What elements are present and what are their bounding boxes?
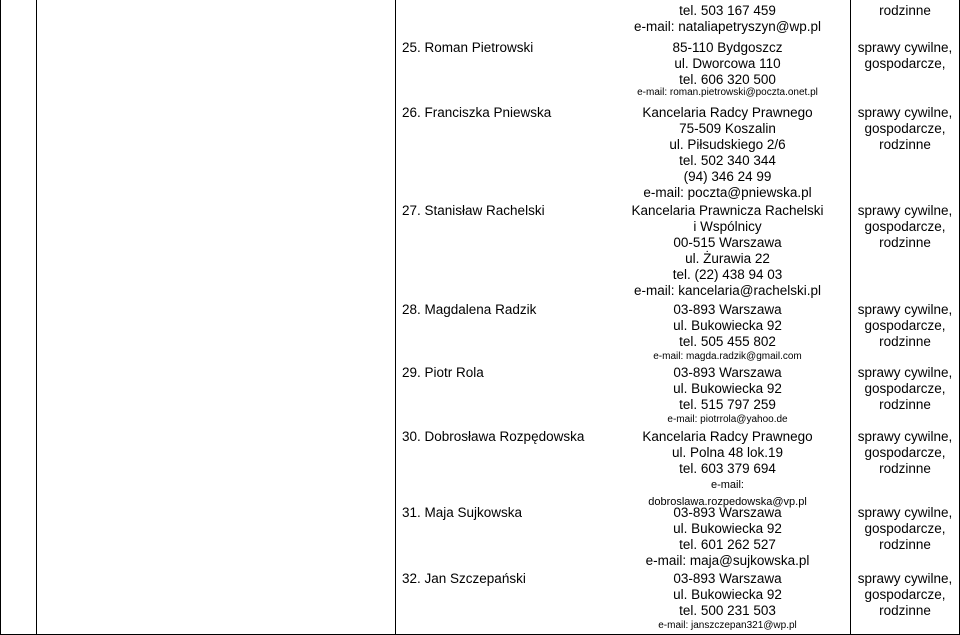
address-line: ul. Piłsudskiego 2/6: [669, 137, 786, 152]
entry-address: [605, 40, 850, 98]
category-text: rodzinne: [879, 603, 931, 618]
entry-categories: [850, 203, 960, 251]
email-link[interactable]: dobroslawa.rozpedowska@vp.pl: [648, 496, 807, 508]
email-link[interactable]: e-mail: roman.pietrowski@poczta.onet.pl: [637, 87, 818, 98]
category-text: gospodarcze,: [864, 445, 946, 460]
phone-text: tel. 503 167 459: [679, 3, 776, 18]
entry-name: 28. Magdalena Radzik: [402, 302, 537, 317]
address-line: 75-509 Koszalin: [679, 121, 776, 136]
email-link[interactable]: e-mail: kancelaria@rachelski.pl: [633, 283, 822, 298]
phone-text: (94) 346 24 99: [683, 169, 772, 184]
entry-address: [605, 571, 850, 631]
entry-categories: [850, 505, 960, 553]
address-line: i Wspólnicy: [693, 219, 762, 234]
email-link[interactable]: e-mail: nataliapetryszyn@wp.pl: [633, 19, 822, 34]
address-line: 85-110 Bydgoszcz: [672, 40, 783, 55]
email-label: e-mail:: [710, 479, 744, 491]
phone-text: tel. 606 320 500: [679, 72, 776, 87]
entry-address: [605, 203, 850, 299]
address-line: 03-893 Warszawa: [673, 505, 782, 520]
entry-categories: [850, 571, 960, 619]
phone-text: tel. (22) 438 94 03: [672, 267, 783, 282]
address-line: Kancelaria Prawnicza Rachelski: [631, 203, 824, 218]
address-line: ul. Bukowiecka 92: [673, 521, 782, 536]
category-text: rodzinne: [879, 334, 931, 349]
category-text: sprawy cywilne,: [857, 365, 953, 380]
category-text: sprawy cywilne,: [857, 302, 953, 317]
entry-address: [605, 429, 850, 509]
address-line: ul. Bukowiecka 92: [673, 318, 782, 333]
category-text: gospodarcze,: [864, 587, 946, 602]
category-text: gospodarcze,: [864, 121, 946, 136]
entry-name: 31. Maja Sujkowska: [402, 505, 523, 520]
entry-name: 25. Roman Pietrowski: [402, 40, 534, 55]
phone-text: tel. 500 231 503: [679, 603, 776, 618]
category-text: sprawy cywilne,: [857, 203, 953, 218]
phone-text: tel. 505 455 802: [679, 334, 776, 349]
category-text: sprawy cywilne,: [857, 40, 953, 55]
category-text: gospodarcze,: [864, 318, 946, 333]
entry-categories: [850, 429, 960, 477]
address-line: Kancelaria Radcy Prawnego: [642, 105, 813, 120]
email-link[interactable]: e-mail: maja@sujkowska.pl: [645, 553, 810, 568]
phone-text: tel. 601 262 527: [679, 537, 776, 552]
category-text: rodzinne: [879, 537, 931, 552]
category-text: gospodarcze,: [864, 219, 946, 234]
entry-categories: [850, 40, 960, 72]
address-line: 03-893 Warszawa: [673, 302, 782, 317]
entry-categories: [850, 365, 960, 413]
category-text: sprawy cywilne,: [857, 571, 953, 586]
entry-name: 29. Piotr Rola: [402, 365, 484, 380]
phone-text: tel. 515 797 259: [679, 397, 776, 412]
email-link[interactable]: e-mail: piotrrola@yahoo.de: [667, 414, 788, 425]
entry-categories: [850, 302, 960, 350]
column-divider: [36, 0, 37, 634]
entry-address: [605, 302, 850, 362]
entry-address: [605, 505, 850, 569]
top-entry-category: [850, 3, 960, 19]
address-line: 03-893 Warszawa: [673, 365, 782, 380]
column-divider: [395, 0, 396, 634]
table-border-left: [0, 0, 1, 634]
email-link[interactable]: e-mail: magda.radzik@gmail.com: [653, 351, 802, 362]
address-line: ul. Dworcowa 110: [674, 56, 781, 71]
category-text: gospodarcze,: [864, 381, 946, 396]
email-link[interactable]: e-mail: janszczepan321@wp.pl: [658, 620, 797, 631]
category-text: gospodarcze,: [864, 56, 946, 71]
address-line: 00-515 Warszawa: [673, 235, 782, 250]
category-text: gospodarcze,: [864, 521, 946, 536]
category-text: rodzinne: [879, 137, 931, 152]
address-line: Kancelaria Radcy Prawnego: [642, 429, 813, 444]
entry-name: 26. Franciszka Pniewska: [402, 105, 552, 120]
category-text: sprawy cywilne,: [857, 505, 953, 520]
email-link[interactable]: e-mail: poczta@pniewska.pl: [643, 185, 812, 200]
category-text: sprawy cywilne,: [857, 105, 953, 120]
entry-categories: [850, 105, 960, 153]
category-text: rodzinne: [879, 3, 931, 18]
category-text: rodzinne: [879, 461, 931, 476]
address-line: ul. Bukowiecka 92: [673, 381, 782, 396]
entry-name: 30. Dobrosława Rozpędowska: [402, 429, 585, 444]
entry-address: [605, 365, 850, 425]
address-line: ul. Polna 48 lok.19: [671, 445, 784, 460]
category-text: sprawy cywilne,: [857, 429, 953, 444]
address-line: 03-893 Warszawa: [673, 571, 782, 586]
top-entry-contact: [605, 3, 850, 35]
phone-text: tel. 502 340 344: [679, 153, 776, 168]
address-line: ul. Żurawia 22: [685, 251, 770, 266]
category-text: rodzinne: [879, 235, 931, 250]
entry-name: 27. Stanisław Rachelski: [402, 203, 545, 218]
entry-name: 32. Jan Szczepański: [402, 571, 526, 586]
category-text: rodzinne: [879, 397, 931, 412]
address-line: ul. Bukowiecka 92: [673, 587, 782, 602]
phone-text: tel. 603 379 694: [679, 461, 776, 476]
entry-address: [605, 105, 850, 201]
